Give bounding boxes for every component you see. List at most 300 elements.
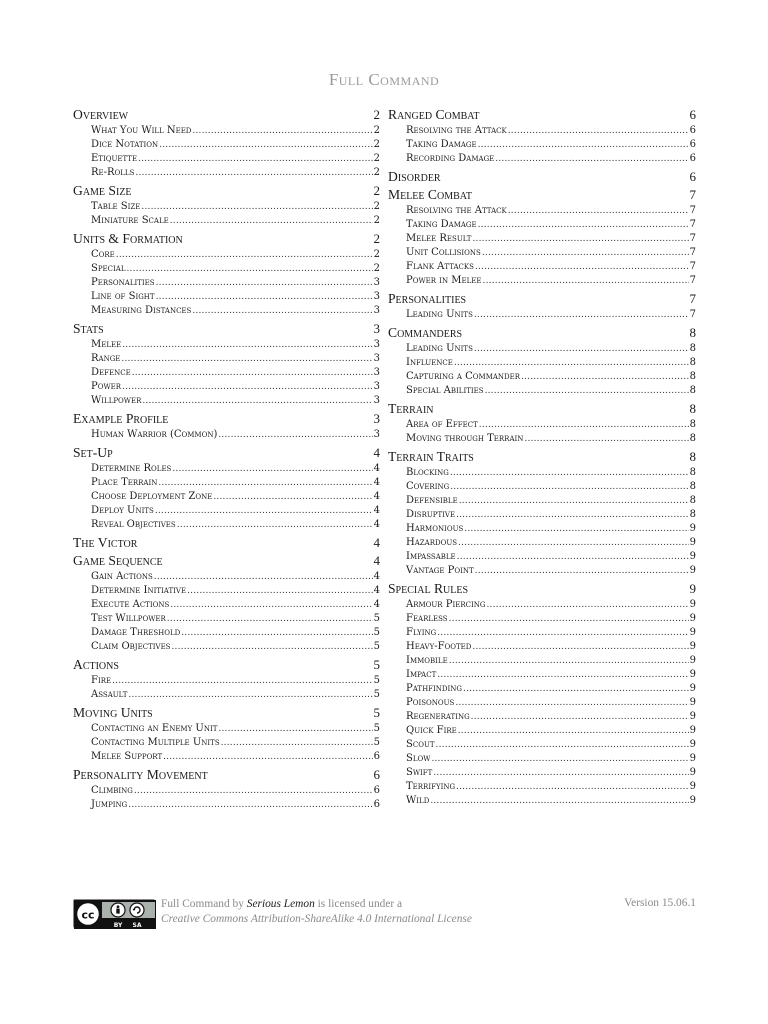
toc-entry-label: Table Size <box>91 201 141 212</box>
toc-entry[interactable] <box>406 522 696 536</box>
toc-entry-page: 9 <box>689 697 696 708</box>
toc-entry[interactable] <box>91 798 380 812</box>
dot-leader <box>135 166 372 180</box>
toc-entry-label: Flank Attacks <box>406 261 474 272</box>
toc-section[interactable] <box>73 535 380 550</box>
toc-entry-page: 9 <box>689 669 696 680</box>
dot-leader <box>192 304 372 318</box>
toc-entry[interactable] <box>406 752 696 766</box>
dot-leader <box>122 338 372 352</box>
toc-entry-label: Vantage Point <box>406 565 474 576</box>
toc-entry[interactable] <box>91 640 380 654</box>
toc-section[interactable] <box>388 325 696 340</box>
toc-entry-label: Recording Damage <box>406 153 495 164</box>
toc-section-title: Game Size <box>73 183 132 198</box>
toc-entry[interactable] <box>91 722 380 736</box>
toc-entry-label: Quick Fire <box>406 725 457 736</box>
toc-entry-label: Leading Units <box>406 309 473 320</box>
dot-leader <box>170 598 372 612</box>
toc-section[interactable] <box>73 445 380 460</box>
toc-entry-page: 8 <box>689 385 696 396</box>
toc-entry-page: 3 <box>373 277 380 288</box>
toc-entry[interactable] <box>91 490 380 504</box>
toc-entry[interactable] <box>406 308 696 322</box>
toc-entry[interactable] <box>406 550 696 564</box>
toc-section-page: 2 <box>373 231 380 246</box>
toc-section-title: Ranged Combat <box>388 107 480 122</box>
toc-entry-page: 3 <box>373 429 380 440</box>
toc-entry[interactable] <box>406 780 696 794</box>
dot-leader <box>456 508 689 522</box>
toc-entry[interactable] <box>406 640 696 654</box>
toc-entry[interactable] <box>91 462 380 476</box>
toc-entry-page: 3 <box>373 305 380 316</box>
toc-section[interactable] <box>388 291 696 306</box>
dot-leader <box>141 200 372 214</box>
dot-leader <box>172 462 372 476</box>
license-text <box>161 897 491 927</box>
toc-entry[interactable] <box>406 598 696 612</box>
toc-entry[interactable] <box>91 276 380 290</box>
toc-entry[interactable] <box>406 218 696 232</box>
toc-entry-label: Swift <box>406 767 433 778</box>
toc-entry[interactable] <box>91 338 380 352</box>
toc-entry[interactable] <box>406 274 696 288</box>
dot-leader <box>171 640 372 654</box>
toc-section-title: Personality Movement <box>73 767 208 782</box>
dot-leader <box>156 290 373 304</box>
toc-entry[interactable] <box>406 766 696 780</box>
toc-entry-label: Deploy Units <box>91 505 154 516</box>
toc-entry-label: Flying <box>406 627 437 638</box>
toc-section-title: Special Rules <box>388 581 469 596</box>
toc-entry-label: Claim Objectives <box>91 641 171 652</box>
toc-section[interactable] <box>73 183 380 198</box>
dot-leader <box>450 480 688 494</box>
toc-entry-label: Defensible <box>406 495 458 506</box>
toc-entry[interactable] <box>91 476 380 490</box>
toc-entry-label: Influence <box>406 357 453 368</box>
toc-entry[interactable] <box>406 356 696 370</box>
toc-entry[interactable] <box>406 466 696 480</box>
toc-section-page: 7 <box>689 187 696 202</box>
dot-leader <box>218 428 372 442</box>
toc-entry-label: Place Terrain <box>91 477 158 488</box>
toc-entry-page: 7 <box>689 233 696 244</box>
toc-entry[interactable] <box>91 736 380 750</box>
dot-leader <box>454 356 689 370</box>
toc-entry-page: 9 <box>689 537 696 548</box>
toc-entry[interactable] <box>406 724 696 738</box>
toc-entry-page: 7 <box>689 275 696 286</box>
toc-entry[interactable] <box>91 248 380 262</box>
toc-entry-label: Scout <box>406 739 435 750</box>
toc-section-title: Terrain Traits <box>388 449 474 464</box>
toc-section-title: Game Sequence <box>73 553 163 568</box>
toc-section-page: 3 <box>373 411 380 426</box>
toc-entry[interactable] <box>406 668 696 682</box>
cc-license-badge[interactable] <box>73 899 155 928</box>
toc-section[interactable] <box>73 411 380 426</box>
dot-leader <box>163 750 373 764</box>
toc-entry[interactable] <box>406 370 696 384</box>
toc-section[interactable] <box>388 581 696 596</box>
toc-section-page: 4 <box>373 535 380 550</box>
toc-entry[interactable] <box>406 508 696 522</box>
toc-entry-label: Slow <box>406 753 431 764</box>
toc-entry-label: Poisonous <box>406 697 455 708</box>
toc-section[interactable] <box>73 657 380 672</box>
dot-leader <box>458 724 689 738</box>
toc-entry-page: 9 <box>689 641 696 652</box>
toc-entry[interactable] <box>91 688 380 702</box>
toc-entry-page: 9 <box>689 739 696 750</box>
toc-section-title: Units & Formation <box>73 231 183 246</box>
dot-leader <box>128 798 372 812</box>
toc-entry[interactable] <box>91 570 380 584</box>
toc-entry[interactable] <box>406 626 696 640</box>
toc-entry-page: 9 <box>689 795 696 806</box>
toc-section-page: 2 <box>373 183 380 198</box>
toc-entry[interactable] <box>91 166 380 180</box>
toc-entry-label: Personalities <box>91 277 155 288</box>
toc-entry-label: Heavy-Footed <box>406 641 472 652</box>
toc-entry-label: Impact <box>406 669 437 680</box>
toc-section-page: 2 <box>373 107 380 122</box>
toc-entry-page: 4 <box>373 491 380 502</box>
toc-entry-label: Harmonious <box>406 523 464 534</box>
toc-section-title: Melee Combat <box>388 187 472 202</box>
dot-leader <box>167 612 373 626</box>
toc-entry-label: Damage Threshold <box>91 627 181 638</box>
toc-section-title: Moving Units <box>73 705 153 720</box>
dot-leader <box>433 766 688 780</box>
dot-leader <box>521 370 689 384</box>
toc-entry-label: Melee <box>91 339 122 350</box>
toc-section[interactable] <box>73 705 380 720</box>
version-label: Version 15.06.1 <box>624 897 696 909</box>
dot-leader <box>474 308 689 322</box>
toc-entry-label: Line of Sight <box>91 291 155 302</box>
toc-entry-label: Leading Units <box>406 343 473 354</box>
toc-entry-label: Disruptive <box>406 509 456 520</box>
toc-entry[interactable] <box>91 366 380 380</box>
toc-entry[interactable] <box>91 784 380 798</box>
toc-section[interactable] <box>388 449 696 464</box>
toc-entry-page: 4 <box>373 571 380 582</box>
cc-icon-text: cc <box>81 908 95 922</box>
dot-leader <box>159 138 372 152</box>
toc-entry-page: 7 <box>689 247 696 258</box>
toc-entry[interactable] <box>406 480 696 494</box>
dot-leader <box>218 722 372 736</box>
toc-section[interactable] <box>73 321 380 336</box>
toc-entry[interactable] <box>91 380 380 394</box>
toc-section-page: 6 <box>689 107 696 122</box>
toc-section-title: Stats <box>73 321 104 336</box>
dot-leader <box>112 674 373 688</box>
toc-entry[interactable] <box>406 124 696 138</box>
dot-leader <box>127 262 373 276</box>
toc-entry[interactable] <box>91 750 380 764</box>
toc-entry[interactable] <box>406 564 696 578</box>
dot-leader <box>221 736 373 750</box>
toc-entry-label: Area of Effect <box>406 419 478 430</box>
toc-entry[interactable] <box>406 138 696 152</box>
dot-leader <box>483 274 689 288</box>
toc-section[interactable] <box>388 401 696 416</box>
toc-entry[interactable] <box>91 504 380 518</box>
toc-entry[interactable] <box>91 428 380 442</box>
toc-entry[interactable] <box>91 262 380 276</box>
toc-entry-label: Special Abilities <box>406 385 484 396</box>
dot-leader <box>181 626 372 640</box>
dot-leader <box>116 248 373 262</box>
toc-entry[interactable] <box>91 304 380 318</box>
toc-entry-label: Miniature Scale <box>91 215 169 226</box>
toc-entry-page: 2 <box>373 153 380 164</box>
toc-section-page: 9 <box>689 581 696 596</box>
dot-leader <box>177 518 373 532</box>
dot-leader <box>134 784 373 798</box>
by-text: by <box>229 898 247 910</box>
toc-entry[interactable] <box>406 384 696 398</box>
toc-section-title: Commanders <box>388 325 463 340</box>
toc-entry-page: 5 <box>373 737 380 748</box>
toc-section-title: Actions <box>73 657 119 672</box>
toc-entry[interactable] <box>406 710 696 724</box>
toc-entry[interactable] <box>406 204 696 218</box>
toc-entry[interactable] <box>406 232 696 246</box>
toc-section-page: 6 <box>373 767 380 782</box>
toc-entry-page: 4 <box>373 477 380 488</box>
dot-leader <box>154 570 373 584</box>
toc-entry[interactable] <box>406 682 696 696</box>
toc-section[interactable] <box>73 231 380 246</box>
toc-entry-page: 2 <box>373 139 380 150</box>
toc-entry[interactable] <box>91 200 380 214</box>
toc-entry[interactable] <box>91 626 380 640</box>
toc-entry-page: 3 <box>373 353 380 364</box>
toc-entry-label: Choose Deployment Zone <box>91 491 213 502</box>
toc-entry[interactable] <box>406 432 696 446</box>
toc-entry[interactable] <box>91 674 380 688</box>
dot-leader <box>463 682 689 696</box>
toc-entry[interactable] <box>406 260 696 274</box>
toc-entry-label: Core <box>91 249 115 260</box>
toc-entry[interactable] <box>406 342 696 356</box>
toc-entry[interactable] <box>406 494 696 508</box>
toc-entry-page: 2 <box>373 215 380 226</box>
toc-entry-label: Special <box>91 263 126 274</box>
toc-entry[interactable] <box>91 352 380 366</box>
dot-leader <box>478 218 689 232</box>
toc-entry-label: Immobile <box>406 655 448 666</box>
toc-entry-page: 5 <box>373 689 380 700</box>
toc-entry-page: 7 <box>689 261 696 272</box>
toc-entry[interactable] <box>91 394 380 408</box>
toc-section-page: 6 <box>689 169 696 184</box>
toc-entry-page: 9 <box>689 753 696 764</box>
dot-leader <box>456 780 689 794</box>
license-link[interactable]: Creative Commons Attribution-ShareAlike 4.0 International License <box>161 913 472 925</box>
toc-entry[interactable] <box>91 612 380 626</box>
toc-entry-page: 3 <box>373 381 380 392</box>
toc-entry-page: 6 <box>689 139 696 150</box>
toc-entry[interactable] <box>91 214 380 228</box>
toc-entry-label: Armour Piercing <box>406 599 486 610</box>
dot-leader <box>122 380 373 394</box>
toc-entry-label: Re-Rolls <box>91 167 135 178</box>
toc-entry-page: 6 <box>373 751 380 762</box>
toc-entry-page: 7 <box>689 309 696 320</box>
dot-leader <box>449 612 689 626</box>
toc-entry[interactable] <box>406 536 696 550</box>
dot-leader <box>508 204 689 218</box>
toc-section[interactable] <box>73 107 380 122</box>
toc-section[interactable] <box>73 767 380 782</box>
toc-entry-page: 7 <box>689 205 696 216</box>
dot-leader <box>431 752 688 766</box>
toc-section-page: 8 <box>689 325 696 340</box>
toc-entry[interactable] <box>406 612 696 626</box>
dot-leader <box>430 794 688 808</box>
by-label: BY <box>113 922 123 929</box>
dot-leader <box>156 276 373 290</box>
dot-leader <box>471 710 689 724</box>
toc-entry-label: Climbing <box>91 785 133 796</box>
toc-entry-page: 8 <box>689 343 696 354</box>
toc-entry[interactable] <box>91 152 380 166</box>
toc-section-page: 8 <box>689 401 696 416</box>
toc-section-title: Terrain <box>388 401 434 416</box>
toc-section-page: 5 <box>373 657 380 672</box>
dot-leader <box>170 214 373 228</box>
toc-entry-label: Gain Actions <box>91 571 153 582</box>
toc-entry-page: 8 <box>689 467 696 478</box>
toc-entry-label: Determine Roles <box>91 463 172 474</box>
toc-entry-page: 9 <box>689 767 696 778</box>
toc-entry-page: 3 <box>373 291 380 302</box>
toc-entry-page: 8 <box>689 509 696 520</box>
toc-entry-page: 3 <box>373 339 380 350</box>
toc-entry-page: 6 <box>373 785 380 796</box>
toc-entry-label: Melee Result <box>406 233 472 244</box>
dot-leader <box>158 476 372 490</box>
toc-section-title: Disorder <box>388 169 441 184</box>
toc-entry-label: Determine Initiative <box>91 585 187 596</box>
dot-leader <box>478 138 689 152</box>
toc-entry-page: 9 <box>689 523 696 534</box>
dot-leader <box>457 550 689 564</box>
toc-entry-label: Fearless <box>406 613 448 624</box>
toc-entry-page: 4 <box>373 585 380 596</box>
toc-entry[interactable] <box>406 738 696 752</box>
toc-section-page: 5 <box>373 705 380 720</box>
toc-entry-page: 2 <box>373 201 380 212</box>
toc-entry-page: 8 <box>689 357 696 368</box>
toc-entry[interactable] <box>91 598 380 612</box>
toc-entry-label: Etiquette <box>91 153 138 164</box>
toc-entry-label: Impassable <box>406 551 456 562</box>
toc-entry-label: Resolving the Attack <box>406 205 507 216</box>
dot-leader <box>187 584 373 598</box>
toc-entry-label: Human Warrior (Common) <box>91 429 218 440</box>
toc-right-column <box>388 104 696 808</box>
document-title: Full Command <box>328 70 440 89</box>
dot-leader <box>508 124 689 138</box>
toc-entry-page: 4 <box>373 519 380 530</box>
toc-entry-page: 9 <box>689 781 696 792</box>
toc-section[interactable] <box>388 107 696 122</box>
toc-entry-label: Melee Support <box>91 751 163 762</box>
toc-entry[interactable] <box>406 794 696 808</box>
toc-entry[interactable] <box>406 654 696 668</box>
dot-leader <box>475 564 689 578</box>
dot-leader <box>192 124 372 138</box>
toc-entry-label: Test Willpower <box>91 613 166 624</box>
dot-leader <box>472 640 688 654</box>
toc-entry-label: Jumping <box>91 799 128 810</box>
dot-leader <box>524 432 688 446</box>
toc-entry[interactable] <box>91 124 380 138</box>
toc-entry-label: Resolving the Attack <box>406 125 507 136</box>
author-link[interactable]: Serious Lemon <box>246 898 315 910</box>
dot-leader <box>450 466 689 480</box>
toc-section-title: Set-Up <box>73 445 113 460</box>
toc-entry-label: Power in Melee <box>406 275 482 286</box>
toc-section-page: 4 <box>373 553 380 568</box>
dot-leader <box>486 598 688 612</box>
toc-entry-label: Willpower <box>91 395 142 406</box>
toc-entry-label: Unit Collisions <box>406 247 481 258</box>
toc-entry[interactable] <box>91 518 380 532</box>
toc-entry-page: 9 <box>689 551 696 562</box>
toc-entry-page: 9 <box>689 711 696 722</box>
toc-section-page: 8 <box>689 449 696 464</box>
toc-entry[interactable] <box>91 290 380 304</box>
toc-entry-page: 5 <box>373 627 380 638</box>
toc-section-title: Example Profile <box>73 411 169 426</box>
toc-entry[interactable] <box>406 246 696 260</box>
toc-section-title: Overview <box>73 107 129 122</box>
toc-entry-page: 9 <box>689 725 696 736</box>
toc-section[interactable] <box>73 553 380 568</box>
toc-entry-label: Pathfinding <box>406 683 463 694</box>
toc-section-title: Personalities <box>388 291 467 306</box>
toc-left-column <box>73 104 380 812</box>
toc-entry[interactable] <box>406 696 696 710</box>
sa-label: SA <box>132 922 142 929</box>
toc-entry-label: Moving through Terrain <box>406 433 524 444</box>
dot-leader <box>479 418 689 432</box>
toc-entry-page: 9 <box>689 627 696 638</box>
toc-entry-label: Range <box>91 353 121 364</box>
toc-entry-page: 2 <box>373 125 380 136</box>
dot-leader <box>475 260 689 274</box>
toc-entry[interactable] <box>406 418 696 432</box>
dot-leader <box>138 152 373 166</box>
toc-entry-page: 4 <box>373 599 380 610</box>
work-name: Full Command <box>161 898 230 910</box>
toc-entry[interactable] <box>91 138 380 152</box>
toc-section[interactable] <box>388 187 696 202</box>
toc-entry[interactable] <box>406 152 696 166</box>
dot-leader <box>128 688 372 702</box>
toc-entry[interactable] <box>91 584 380 598</box>
dot-leader <box>474 342 689 356</box>
toc-section[interactable] <box>388 169 696 184</box>
